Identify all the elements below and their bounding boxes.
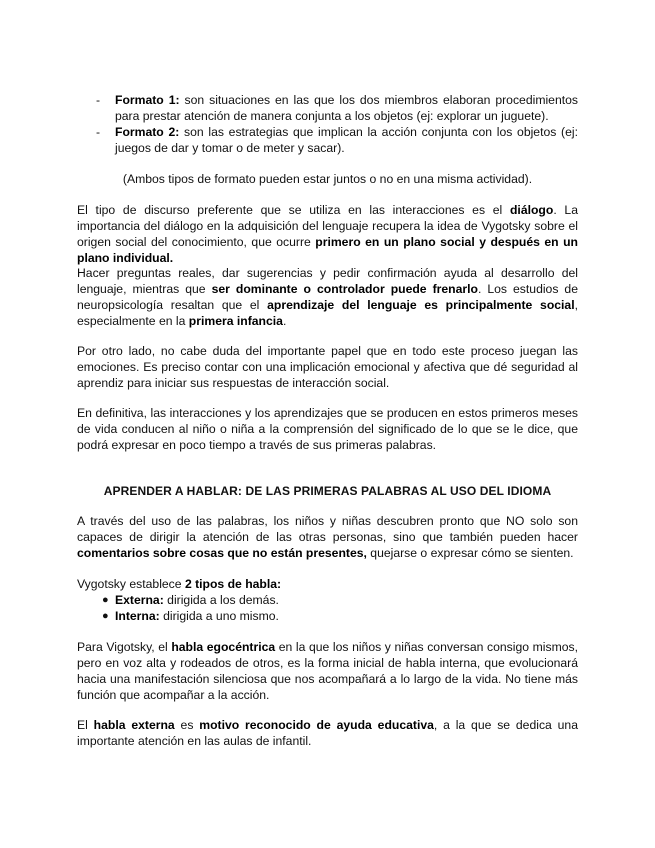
paragraph-preguntas	[77, 265, 578, 329]
text-run: en la que los niños y niñas conversan consigo mismos, pero en voz alta y rodeados de otros, es la forma inicial de habla interna, que evolucionará hacia una manifestación silenciosa que nos acompañará a lo largo de la vida. No tiene más función que acompañar a la acción.	[77, 640, 578, 702]
format-2-text: son las estrategias que implican la acción conjunta con los objetos (ej: juegos de dar y tomar o de meter y sacar).	[115, 125, 578, 155]
text-run: Hacer preguntas reales, dar sugerencias y pedir confirmación ayuda al desarrollo del lenguaje, mientras que	[77, 266, 578, 296]
bold-run: motivo reconocido de ayuda educativa	[199, 718, 434, 732]
text-run: .	[282, 314, 287, 328]
paragraph-definitiva: En definitiva, las interacciones y los aprendizajes que se producen en estos primeros meses de vida conducen al niño o niña a la comprensión del significado de lo que se le dice, que podrá expresar en poco tiempo a través de sus primeras palabras.	[77, 406, 578, 452]
text-run: El	[77, 718, 94, 732]
text-run: . La importancia del diálogo en la adquisición del lenguaje recupera la idea de Vygotsky sobre el origen social del conocimiento, que ocurre	[77, 203, 578, 249]
paragraph-emociones: Por otro lado, no cabe duda del importante papel que en todo este proceso juegan las emociones. Es preciso contar con una implicación emocional y afectiva que dé seguridad al aprendiz para iniciar sus respuestas de interacción social.	[77, 344, 578, 390]
text-run: El tipo de discurso preferente que se utiliza en las interacciones es el	[77, 203, 510, 217]
bold-run: primero en un plano social y después en un plano individual.	[77, 235, 578, 265]
bold-run: 2 tipos de habla:	[184, 577, 282, 591]
bold-run: Externa:	[115, 593, 164, 607]
formats-note: (Ambos tipos de formato pueden estar juntos o no en una misma actividad).	[122, 172, 533, 186]
format-2-item	[115, 124, 578, 156]
text-run: , a la que se dedica una importante atención en las aulas de infantil.	[77, 718, 578, 748]
format-2-label: Formato 2:	[115, 125, 180, 139]
bold-run: primera infancia	[188, 314, 283, 328]
text-run: Vygotsky establece	[77, 577, 185, 591]
bullet-icon: ●	[102, 610, 109, 622]
text-run: A través del uso de las palabras, los niños y niñas descubren pronto que NO solo son capaces de dirigir la atención de las otras personas, sino que también pueden hacer	[77, 514, 578, 544]
list-dash: -	[96, 125, 101, 139]
list-dash: -	[96, 93, 101, 107]
bold-run: habla egocéntrica	[171, 640, 276, 654]
bullet-icon: ●	[102, 594, 109, 606]
text-run: es	[174, 718, 200, 732]
paragraph-vygotsky	[77, 576, 578, 592]
paragraph-palabras	[77, 513, 578, 561]
bold-run: Interna:	[115, 609, 160, 623]
text-run: . Los estudios de neuropsicología resaltan que el	[77, 282, 578, 312]
format-1-text: son situaciones en las que los dos miembros elaboran procedimientos para prestar atención de manera conjunta a los objetos (ej: explorar un juguete).	[115, 93, 578, 123]
bold-run: habla externa	[93, 718, 175, 732]
bold-run: aprendizaje del lenguaje es principalmente social	[267, 298, 575, 312]
text-run: dirigida a uno mismo.	[159, 609, 279, 623]
bold-run: ser dominante o controlador puede frenarlo	[211, 282, 478, 296]
text-run: , especialmente en la	[77, 298, 578, 328]
paragraph-externa	[77, 717, 578, 749]
bold-run: comentarios sobre cosas que no están presentes,	[77, 546, 367, 560]
section-heading: APRENDER A HABLAR: DE LAS PRIMERAS PALABRAS AL USO DEL IDIOMA	[103, 484, 552, 498]
bold-run: diálogo	[509, 203, 554, 217]
text-run: dirigida a los demás.	[163, 593, 279, 607]
paragraph-dialogo	[77, 202, 578, 266]
habla-interna-item	[115, 608, 279, 624]
text-run: Para Vigotsky, el	[77, 640, 172, 654]
paragraph-egocentrica	[77, 639, 578, 703]
text-run: quejarse o expresar cómo se sienten.	[366, 546, 574, 560]
format-1-label: Formato 1:	[115, 93, 180, 107]
habla-externa-item	[115, 592, 279, 608]
format-1-item	[115, 92, 578, 124]
